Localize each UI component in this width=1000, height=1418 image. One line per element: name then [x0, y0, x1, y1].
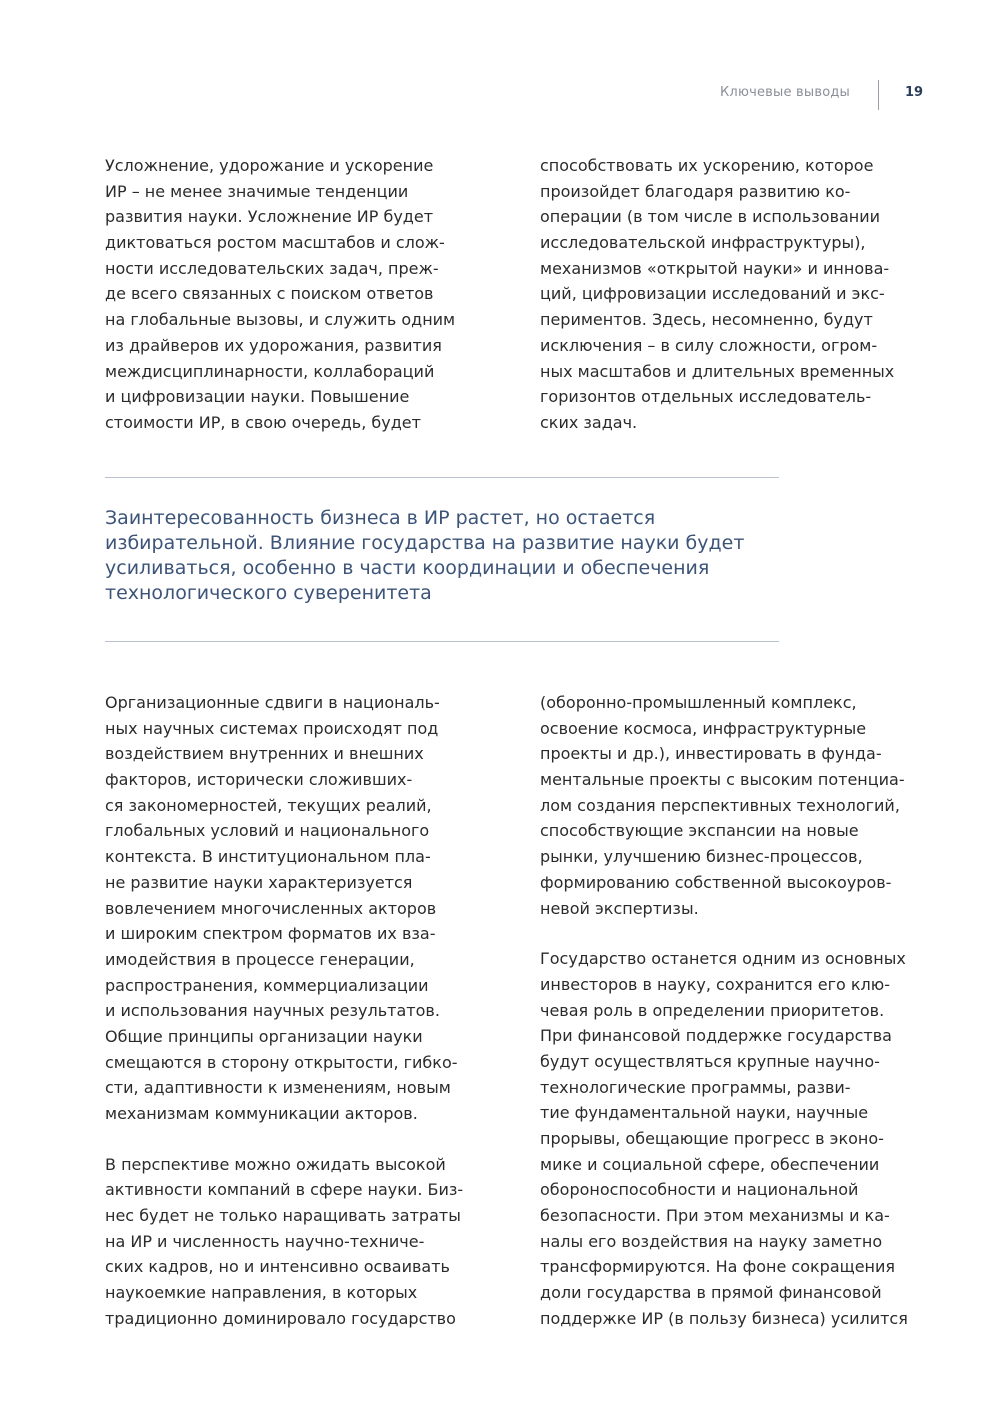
text-line: налы его воздействия на науку заметно	[540, 1231, 883, 1251]
text-line: де всего связанных с поиском ответов	[105, 284, 434, 304]
text-line: лом создания перспективных технологий,	[540, 795, 900, 815]
text-line: В перспективе можно ожидать высокой	[105, 1154, 446, 1174]
text-line: Государство останется одним из основных	[540, 949, 906, 969]
text-line: смещаются в сторону открытости, гибко-	[105, 1052, 458, 1072]
text-line: освоение космоса, инфраструктурные	[540, 718, 867, 738]
text-line: способствующие экспансии на новые	[540, 821, 859, 841]
text-line: и использования научных результатов.	[105, 1001, 440, 1021]
text-line: нес будет не только наращивать затраты	[105, 1206, 461, 1226]
text-line: ности исследовательских задач, преж-	[105, 258, 439, 278]
text-line: Усложнение, удорожание и ускорение	[105, 156, 434, 175]
text-line: периментов. Здесь, несомненно, будут	[540, 310, 873, 330]
text-line: трансформируются. На фоне сокращения	[540, 1257, 896, 1277]
text-line: факторов, исторически сложивших-	[105, 770, 413, 790]
text-line: горизонтов отдельных исследователь-	[540, 387, 872, 407]
text-line: технологические программы, разви-	[540, 1077, 851, 1097]
text-line: будут осуществляться крупные научно-	[540, 1051, 880, 1071]
text-line: имодействия в процессе генерации,	[105, 949, 415, 969]
text-line: вовлечением многочисленных акторов	[105, 898, 437, 918]
text-line: воздействием внутренних и внешних	[105, 744, 424, 764]
text-line: произойдет благодаря развитию ко-	[540, 181, 851, 201]
highlight-bottom-rule	[105, 641, 779, 642]
text-line: поддержке ИР (в пользу бизнеса) усилится	[540, 1308, 908, 1328]
bottom-left-column	[105, 690, 495, 1332]
text-line: ИР – не менее значимые тенденции	[105, 181, 409, 201]
top-left-column	[105, 153, 495, 436]
running-header-section: Ключевые выводы	[720, 85, 851, 100]
text-line: (оборонно-промышленный комплекс,	[540, 693, 857, 712]
text-line: стоимости ИР, в свою очередь, будет	[105, 412, 421, 432]
text-line: механизмам коммуникации акторов.	[105, 1104, 418, 1123]
text-line: ций, цифровизации исследований и экс-	[540, 284, 885, 304]
text-line: При финансовой поддержке государства	[540, 1026, 892, 1046]
text-line: формированию собственной высокоуров-	[540, 872, 892, 892]
text-line: на ИР и численность научно-техниче-	[105, 1231, 425, 1251]
text-line: ских кадров, но и интенсивно осваивать	[105, 1257, 450, 1277]
text-line: исследовательской инфраструктуры),	[540, 233, 866, 253]
highlight-top-rule	[105, 477, 779, 478]
text-line: развития науки. Усложнение ИР будет	[105, 207, 434, 227]
page-number: 19	[905, 85, 924, 100]
text-line: наукоемкие направления, в которых	[105, 1283, 418, 1303]
text-line: распространения, коммерциализации	[105, 975, 429, 995]
text-line: диктоваться ростом масштабов и слож-	[105, 233, 445, 253]
key-finding-highlight	[105, 506, 805, 606]
highlight-line: Заинтересованность бизнеса в ИР растет, но остается	[105, 507, 656, 529]
text-line: и цифровизации науки. Повышение	[105, 387, 410, 407]
text-line: мике и социальной сфере, обеспечении	[540, 1154, 880, 1174]
text-line: операции (в том числе в использовании	[540, 207, 881, 227]
text-line: тие фундаментальной науки, научные	[540, 1103, 869, 1123]
text-line: инвесторов в науку, сохранится его клю-	[540, 974, 891, 994]
text-line: безопасности. При этом механизмы и ка-	[540, 1206, 890, 1226]
highlight-line: избирательной. Влияние государства на развитие науки будет	[105, 532, 745, 554]
text-line: глобальных условий и национального	[105, 821, 430, 841]
text-line: ся закономерностей, текущих реалий,	[105, 795, 432, 815]
text-line: способствовать их ускорению, которое	[540, 156, 874, 175]
text-line: ных масштабов и длительных временных	[540, 361, 895, 381]
text-line: не развитие науки характеризуется	[105, 872, 413, 892]
text-line: прорывы, обещающие прогресс в эконо-	[540, 1129, 884, 1148]
text-line: междисциплинарности, коллабораций	[105, 361, 435, 381]
text-line: традиционно доминировало государство	[105, 1308, 456, 1328]
header-divider	[878, 80, 879, 110]
highlight-line: технологического суверенитета	[105, 582, 432, 604]
text-line: чевая роль в определении приоритетов.	[540, 1000, 885, 1020]
text-line: на глобальные вызовы, и служить одним	[105, 310, 456, 330]
text-line: контекста. В институциональном пла-	[105, 847, 431, 867]
text-line: доли государства в прямой финансовой	[540, 1283, 882, 1303]
bottom-right-column	[540, 690, 930, 1332]
paragraph-gap	[105, 1127, 495, 1152]
text-line: сти, адаптивности к изменениям, новым	[105, 1078, 451, 1098]
text-line: ских задач.	[540, 412, 638, 432]
paragraph-gap	[540, 921, 930, 946]
text-line: Общие принципы организации науки	[105, 1026, 423, 1046]
text-line: обороноспособности и национальной	[540, 1180, 859, 1200]
text-line: ментальные проекты с высоким потенциа-	[540, 770, 905, 790]
highlight-line: усиливаться, особенно в части координации и обеспечения	[105, 557, 710, 579]
text-line: и широким спектром форматов их вза-	[105, 924, 436, 944]
text-line: из драйверов их удорожания, развития	[105, 335, 442, 355]
text-line: механизмов «открытой науки» и иннова-	[540, 258, 890, 278]
text-line: Организационные сдвиги в националь-	[105, 693, 440, 712]
text-line: проекты и др.), инвестировать в фунда-	[540, 744, 882, 764]
text-line: исключения – в силу сложности, огром-	[540, 335, 878, 355]
text-line: активности компаний в сфере науки. Биз-	[105, 1180, 464, 1200]
top-right-column	[540, 153, 930, 436]
text-line: рынки, улучшению бизнес-процессов,	[540, 847, 863, 867]
text-line: ных научных системах происходят под	[105, 718, 439, 738]
text-line: невой экспертизы.	[540, 898, 699, 918]
